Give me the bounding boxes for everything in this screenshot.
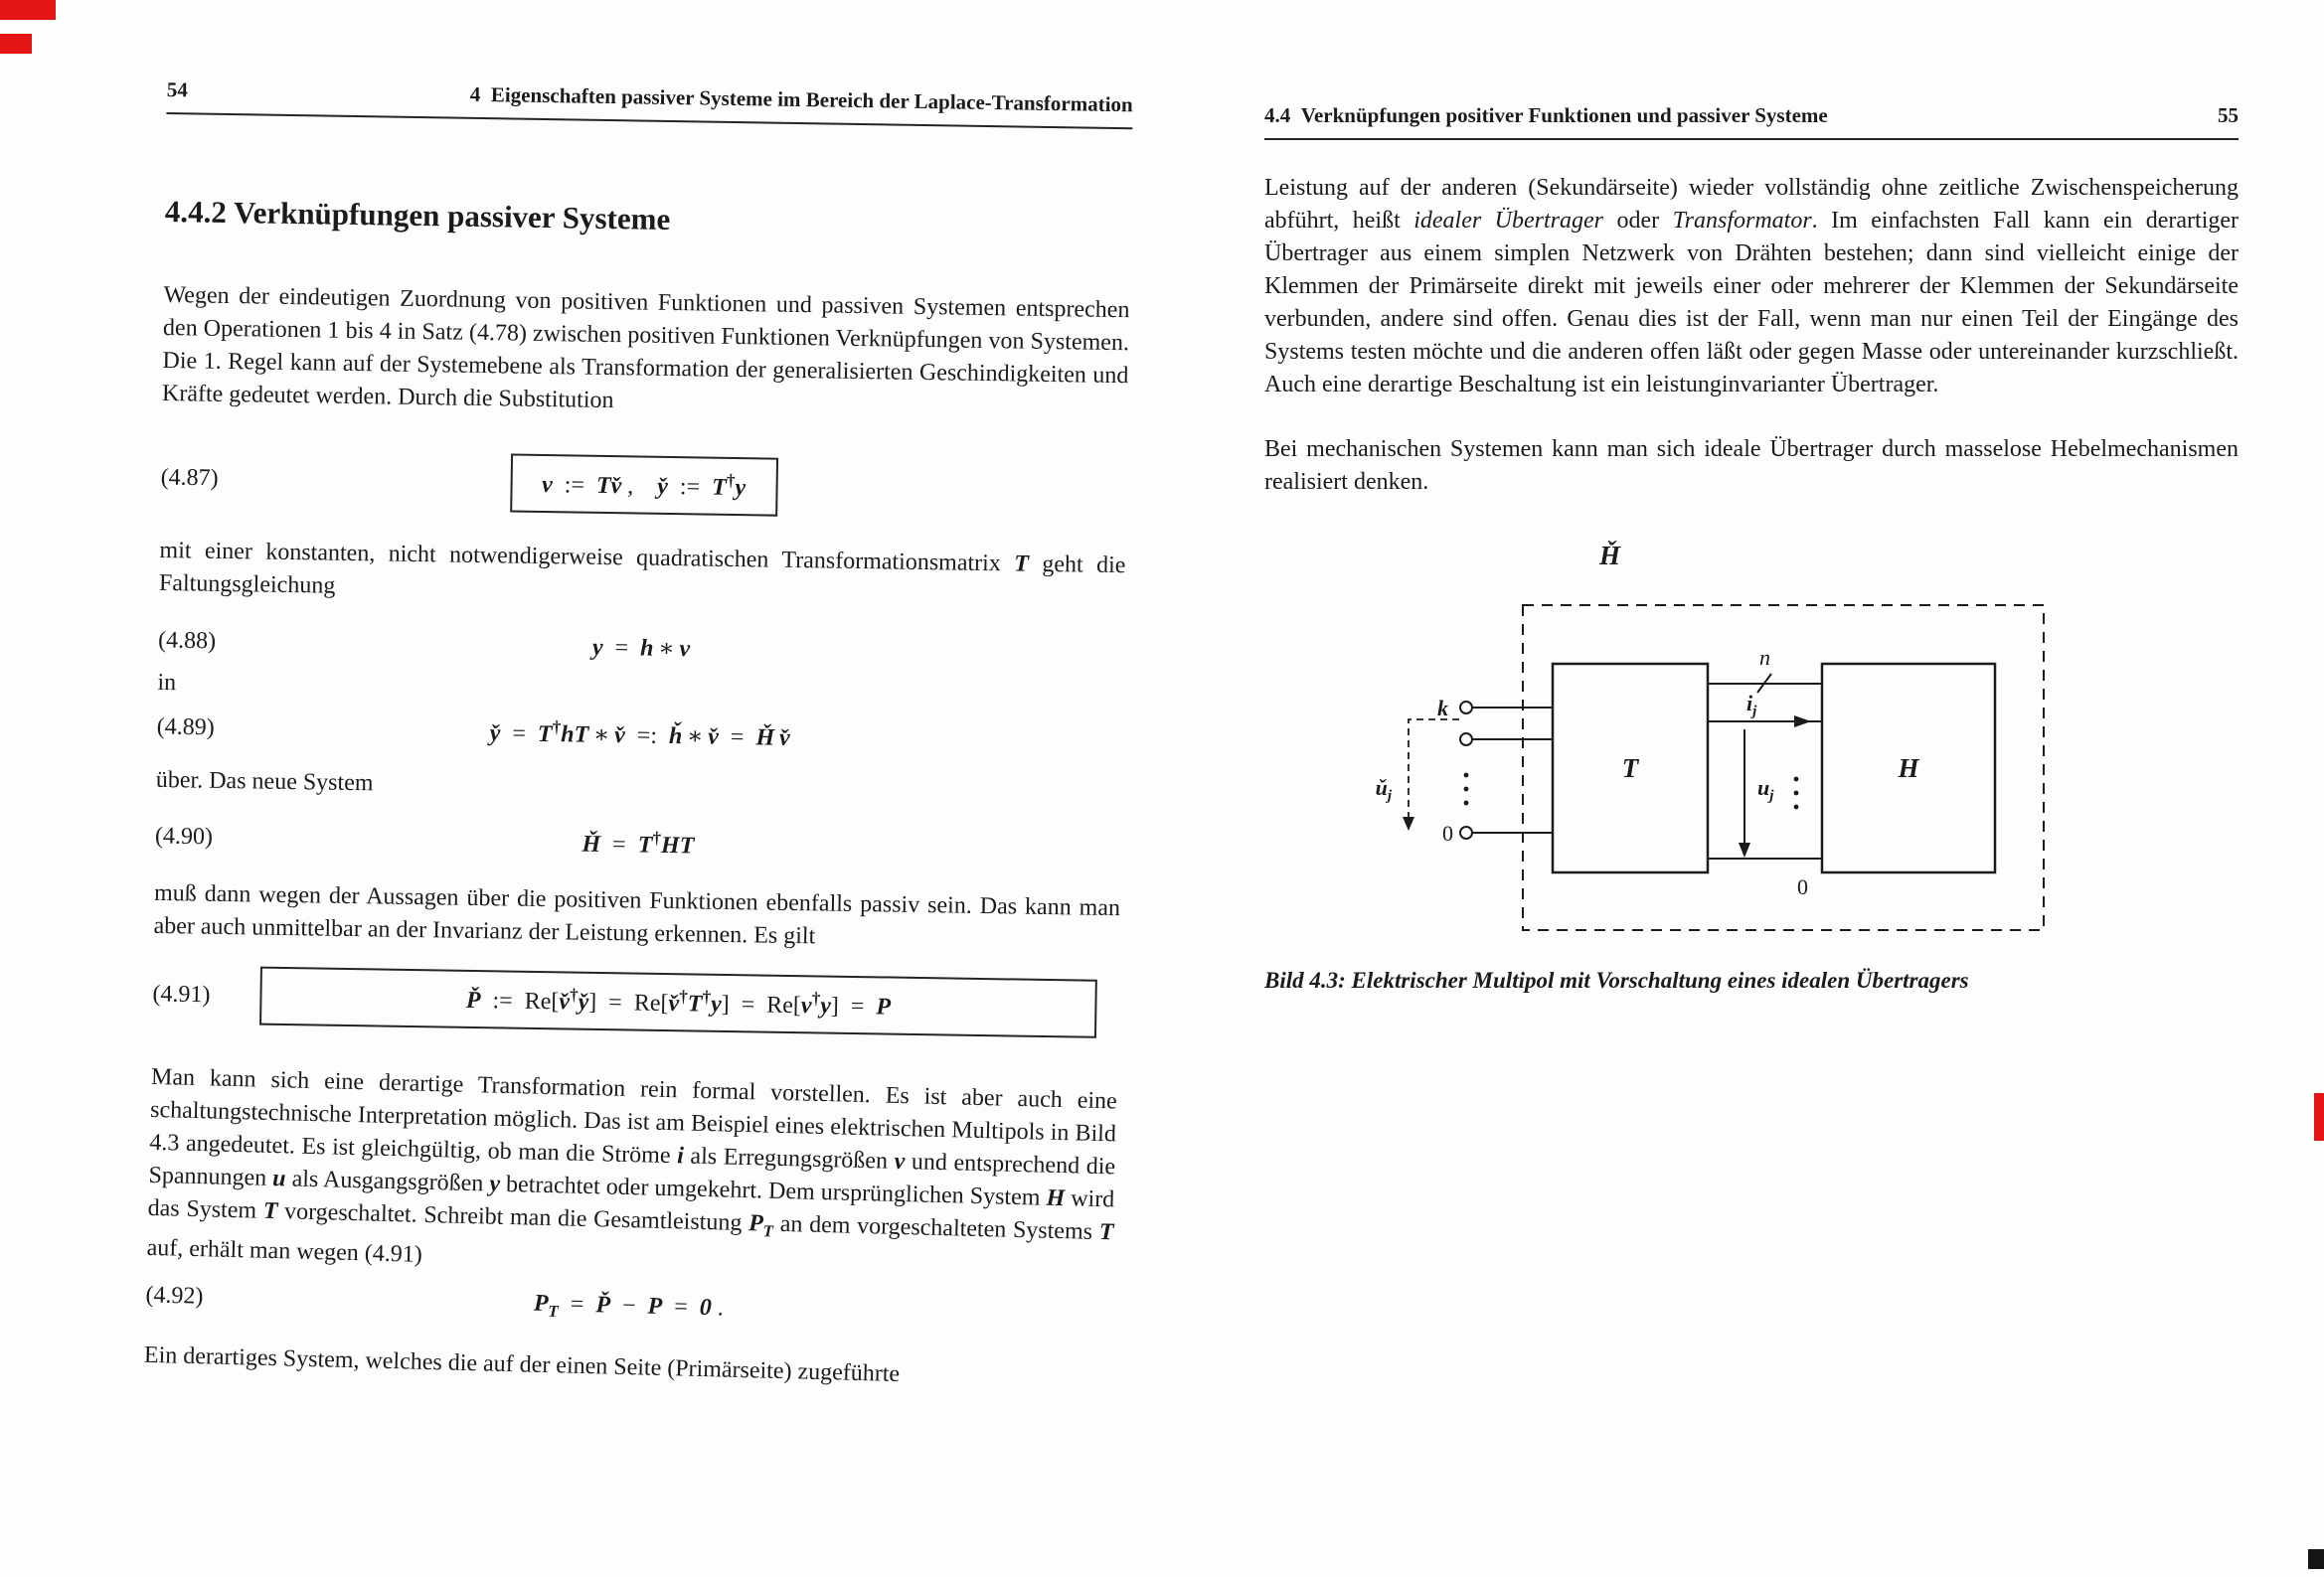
equation-492	[145, 1281, 1111, 1336]
paragraph-matrix: mit einer konstanten, nicht notwendigerweise quadratischen Transformationsmatrix T geht die Faltungsgleichung	[158, 537, 1126, 599]
terminal-circle	[1460, 733, 1472, 745]
equation-487	[160, 448, 1127, 522]
label-zero-right: 0	[1797, 874, 1808, 899]
scan-red-mark-top-left-1	[0, 0, 56, 20]
equation-487-center	[160, 448, 1127, 522]
right-page	[1264, 103, 2239, 994]
paragraph-interpretation: Man kann sich eine derartige Transformation rein formal vorstellen. Es ist aber auch eine schaltungstechnische Interpretation möglich. Das ist am Beispiel eines elektrischen Multipols in Bild 4.3 angedeutet. Es ist gleichgültig, ob man die Ströme i als Erregungsgrößen v und entsprechend die Spannungen u als Ausgangsgrößen y betrachtet oder umgekehrt. Dem ursprünglichen System H wird das System T vorgeschaltet. Schreibt man die Gesamtleistung $P_T$ an dem vorgeschalteten Systems T auf, erhält man wegen (4.91)	[146, 1063, 1118, 1268]
label-i-j: ij	[1746, 691, 1757, 719]
left-page	[143, 78, 1133, 1387]
equation-492-number: (4.92)	[145, 1282, 204, 1310]
right-page-number: 55	[2218, 103, 2239, 127]
section-title: 4.4.2 Verknüpfungen passiver Systeme	[164, 193, 671, 237]
equation-489-number: (4.89)	[156, 712, 215, 740]
ellipsis-dot	[1794, 805, 1799, 810]
equation-491	[152, 965, 1119, 1038]
voltage-arrow-head-icon	[1739, 843, 1750, 858]
figure-outer-label: Ȟ	[1599, 541, 1621, 570]
paragraph-uebertrager: Leistung auf der anderen (Sekundärseite) wieder vollständig ohne zeitliche Zwischenspeicherung abführt, heißt idealer Übertrager oder Transformator. Im einfachsten Fall kann ein derartiger Übertrager aus einem simplen Netzwerk von Drähten bestehen; dann sind vielleicht einige der Klemmen der Primärseite direkt mit jeweils einer oder mehrerer der Klemmen der Sekundärseite verbunden, andere sind offen. Genau dies ist der Fall, wenn man nur einen Teil der Eingänge des Systems testen möchte und die anderen offen läßt oder gegen Masse oder untereinander kurzschließt. Auch eine derartige Beschaltung ist ein leistunginvarianter Übertrager.	[1264, 175, 2239, 397]
equation-491-number: (4.91)	[152, 980, 211, 1008]
paragraph-new-system: über. Das neue System	[155, 766, 374, 797]
current-arrow-icon	[1794, 715, 1811, 727]
voltage-bracket-dashed	[1409, 719, 1459, 819]
paragraph-in: in	[157, 669, 177, 697]
label-u-j: uj	[1757, 775, 1774, 804]
equation-490	[155, 821, 1121, 867]
figure-bild-4-3	[1264, 535, 2239, 942]
label-n: n	[1759, 645, 1770, 670]
left-page-lower-block	[144, 1061, 1118, 1396]
left-page-header	[167, 78, 1133, 117]
right-running-header: 4.4 Verknüpfungen positiver Funktionen und passiver Systeme	[1264, 103, 1828, 127]
equation-492-body: $P_T$ = P̌ − P = 0 .	[533, 1290, 725, 1322]
block-T-label: T	[1621, 753, 1639, 783]
ellipsis-dot	[1794, 791, 1799, 796]
bracket-arrow-head-icon	[1403, 817, 1414, 831]
left-page-number: 54	[166, 78, 188, 102]
paragraph-intro: Wegen der eindeutigen Zuordnung von positiven Funktionen und passiven Systemen entsprechen den Operationen 1 bis 4 in Satz (4.78) zwischen positiven Funktionen Verknüpfungen von Systemen. Die 1. Regel kann auf der Systemebene als Transformation der generalisierten Geschindigkeiten und Kräfte gedeutet werden. Durch die Substitution	[161, 281, 1130, 414]
label-zero-left: 0	[1442, 821, 1453, 846]
terminal-circle	[1460, 702, 1472, 713]
right-page-header	[1264, 103, 2239, 128]
label-uc-j: ǔj	[1375, 775, 1392, 804]
block-H-label: H	[1898, 753, 1919, 783]
equation-489-body: y̌ = T†hT ∗ v̌ =: ȟ ∗ v̌ = Ȟ v̌	[489, 717, 790, 751]
scan-red-mark-top-left-2	[0, 34, 32, 54]
figure-caption: Bild 4.3: Elektrischer Multipol mit Vorschaltung eines idealen Übertragers	[1264, 968, 1969, 993]
right-header-rule	[1264, 138, 2239, 140]
scan-dark-mark-bottom-right	[2308, 1549, 2324, 1569]
scan-red-mark-right-edge	[2314, 1093, 2324, 1141]
equation-488-body: y = h ∗ v	[591, 634, 691, 663]
equation-489	[156, 711, 1122, 757]
ellipsis-dot	[1794, 777, 1799, 782]
ellipsis-dot	[1464, 801, 1469, 806]
paragraph-mechanisch: Bei mechanischen Systemen kann man sich ideale Übertrager durch masselose Hebelmechanismen realisiert denken.	[1264, 436, 2239, 495]
dashed-system-box	[1523, 605, 2044, 930]
equation-490-body: Ȟ = T†HT	[581, 828, 695, 860]
equation-491-box: P̌ := Re[v̌†y̌] = Re[v̌†T†y] = Re[v†y] = P	[259, 967, 1097, 1038]
label-k: k	[1437, 696, 1448, 720]
equation-490-number: (4.90)	[154, 822, 214, 850]
equation-488-number: (4.88)	[157, 626, 217, 654]
terminal-circle	[1460, 827, 1472, 839]
ellipsis-dot	[1464, 773, 1469, 778]
paragraph-final: Ein derartiges System, welches die auf der einen Seite (Primärseite) zugeführte	[143, 1341, 901, 1387]
equation-487-box: v := Tv̌ , y̌ := T†y	[510, 453, 778, 516]
paragraph-passiv: muß dann wegen der Aussagen über die positiven Funktionen ebenfalls passiv sein. Das kann man aber auch unmittelbar an der Invarianz der Leistung erkennen. Es gilt	[153, 879, 1121, 950]
left-running-header: 4 Eigenschaften passiver Systeme im Bereich der Laplace-Transformation	[469, 81, 1133, 117]
ellipsis-dot	[1464, 787, 1469, 792]
equation-487-number: (4.87)	[160, 463, 219, 491]
equation-488	[158, 626, 1124, 670]
